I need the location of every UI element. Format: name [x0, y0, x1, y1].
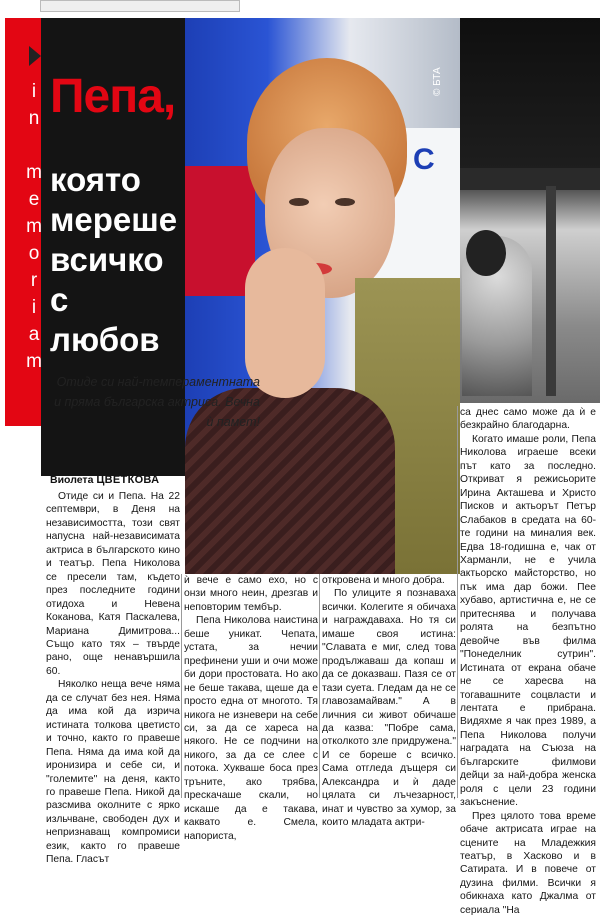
column-divider [457, 406, 458, 798]
author-first: Виолета [50, 474, 94, 486]
paragraph: Пепа Николова наистина беше уникат. Чепата, устата, за нечии префинени уши и очи може би дори простовата. Но ако не беше такава, щеше да е просто една от многото. Тя никога не изневери на себе си, за да се хареса на някого. Не се подчини на никого, за да се слее с потока. Хукваше боса през тръните, ако трябва, прескачаше скали, но искаше да е такава, каквато е. Смела, напориста, [184, 615, 318, 842]
article-column-1 [46, 490, 180, 866]
headline-rest: която мереше всичко с любов [50, 161, 178, 358]
byline [50, 474, 190, 486]
arrow-icon [29, 46, 41, 66]
author-last: ЦВЕТКОВА [96, 474, 160, 486]
paragraph: През цялото това време обаче актрисата играе на сцените на Младежкия театър, в Хасково и в Сатирата. И в повече от дузина филми. Всички я обикнаха като Джалма от сериала "На [460, 810, 596, 916]
column-divider [181, 574, 182, 798]
column-divider [319, 574, 320, 798]
deck-text: Отиде си най-темпераментната и пряма българска актриса. Вечна ѝ памет! [54, 375, 260, 429]
paragraph: ѝ вече е само ехо, но с онзи много неин, дрезгав и неповторим тембър. [184, 575, 318, 613]
paragraph: са днес само може да ѝ е безкрайно благодарна. [460, 407, 596, 432]
film-still-photo [460, 18, 600, 403]
portrait-photo [185, 18, 460, 574]
paragraph: откровена и много добра. [322, 575, 445, 586]
paragraph: По улиците я познаваха всички. Колегите я обичаха и награждаваха. Но тя си имаше своя истина: "Славата е миг, след това продължаваш да копаш и да се доказваш. Пазя се от тази суета. Гледам да не се главозамайвам." А в личния си живот обичаше да казва: "Побре сама, отколкото зле придружена." И се бореше с всичко. Сама отгледа дъщеря си Александра и ѝ даде цялата си лъчезарност, инат и чувство за хумор, за които младата актри- [322, 588, 456, 829]
section-label: i n m e m o r i a m [26, 81, 42, 372]
headline-name: Пепа, [50, 70, 176, 123]
article-column-2 [184, 574, 318, 842]
top-strip [40, 0, 240, 12]
photo-credit: © БТА [432, 67, 443, 96]
paragraph: Няколко неща вече няма да се случат без нея. Няма да има кой да изрича истината толкова цветисто и точно, както го правеше Пепа. Няма да има кой да иронизира и себе си, и "големите" на деня, както го правеше Пепа. Никой да разсмива околните с ярко изльчване, свободен дух и непризнаващ компромиси език, както го правеше Пепа. Гласът [46, 679, 180, 866]
paragraph: Когато имаше роли, Пепа Николова играеше всеки път като за последно. Откриват я режисьорите Ирина Акташева и Христо Писков и актьорът Петър Слабаков в средата на 60-те години на миналия век. Едва 18-годишна е, чак от Харманли, не е учила актьорско майсторство, но пък има дар божи. Пее хубаво, артистична е, не се притеснява и получава ролята на безпътно девойче във филма "Понеделник сутрин". Истината от екрана обаче не се харесва на тогавашните соцвласти и лентата е прибрана. Видяхме я чак през 1989, а Пепа Николова получи наградата на Съюза на българските филмови дейци за най-добра женска роля с цели 23 години закъснение. [460, 433, 596, 809]
article-column-3 [322, 574, 456, 829]
article-column-4 [460, 406, 596, 916]
paragraph: Отиде си и Пепа. На 22 септември, в Деня на независимостта, този свят напусна най-независимата актриса в българското кино и театър. Пепа Николова се пресели там, където през последните години отидоха и Невена Коканова, Катя Паскалева, Мариана Димитрова... Също като тях – твърде рано, още ненавършила 60. [46, 491, 180, 677]
backdrop-letter: C [413, 143, 435, 176]
